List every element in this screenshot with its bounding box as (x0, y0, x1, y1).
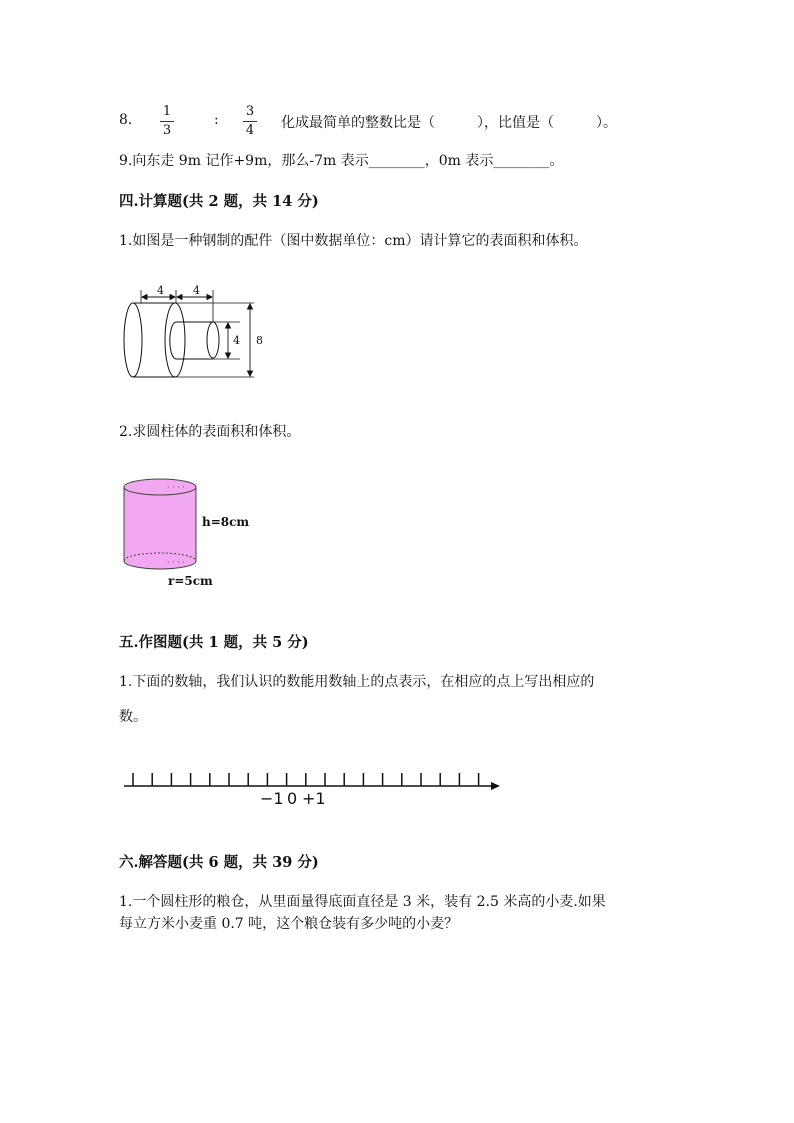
section6-q1-line1: 1.一个圆柱形的粮仓，从里面量得底面直径是 3 米，装有 2.5 米高的小麦.如果 (119, 894, 606, 910)
svg-text:· · · ·: · · · · (167, 483, 185, 492)
fraction-numerator: 3 (245, 104, 255, 119)
dim-label-b: 4 (193, 284, 200, 297)
number-line-arrow-icon (491, 782, 500, 790)
fraction-denominator: 4 (245, 123, 255, 138)
dim-label-outer: 8 (256, 334, 263, 347)
axis-label-zero: 0 (287, 789, 298, 808)
q8-number: 8. (119, 112, 133, 128)
section5-q1-line1: 1.下面的数轴，我们认识的数能用数轴上的点表示，在相应的点上写出相应的 (119, 674, 595, 690)
svg-text:· · · ·: · · · · (167, 558, 185, 567)
q9-text: 9.向东走 9m 记作+9m，那么-7m 表示________，0m 表示________。 (119, 153, 564, 169)
section4-heading: 四.计算题(共 2 题，共 14 分) (119, 193, 319, 210)
section5-heading: 五.作图题(共 1 题，共 5 分) (119, 634, 309, 651)
section4-q1-text: 1.如图是一种钢制的配件（图中数据单位：cm）请计算它的表面积和体积。 (119, 233, 588, 249)
dim-label-inner: 4 (233, 334, 240, 347)
dim-label-a: 4 (157, 284, 164, 297)
q8-text: 化成最简单的整数比是（ ），比值是（ ）。 (281, 115, 617, 131)
fraction-denominator: 3 (162, 123, 172, 138)
fraction-numerator: 1 (162, 104, 172, 119)
section5-q1-line2: 数。 (119, 709, 147, 725)
axis-label-pos: +1 (302, 789, 326, 808)
height-label: h=8cm (202, 515, 250, 529)
section6-q1-line2: 每立方米小麦重 0.7 吨，这个粮仓装有多少吨的小麦？ (119, 916, 459, 932)
number-line-ticks (133, 773, 479, 786)
axis-label-neg: −1 (260, 789, 284, 808)
section4-q2-text: 2.求圆柱体的表面积和体积。 (119, 424, 301, 440)
section6-heading: 六.解答题(共 6 题，共 39 分) (119, 854, 319, 871)
ratio-colon: : (214, 112, 219, 128)
radius-label: r=5cm (168, 574, 213, 588)
